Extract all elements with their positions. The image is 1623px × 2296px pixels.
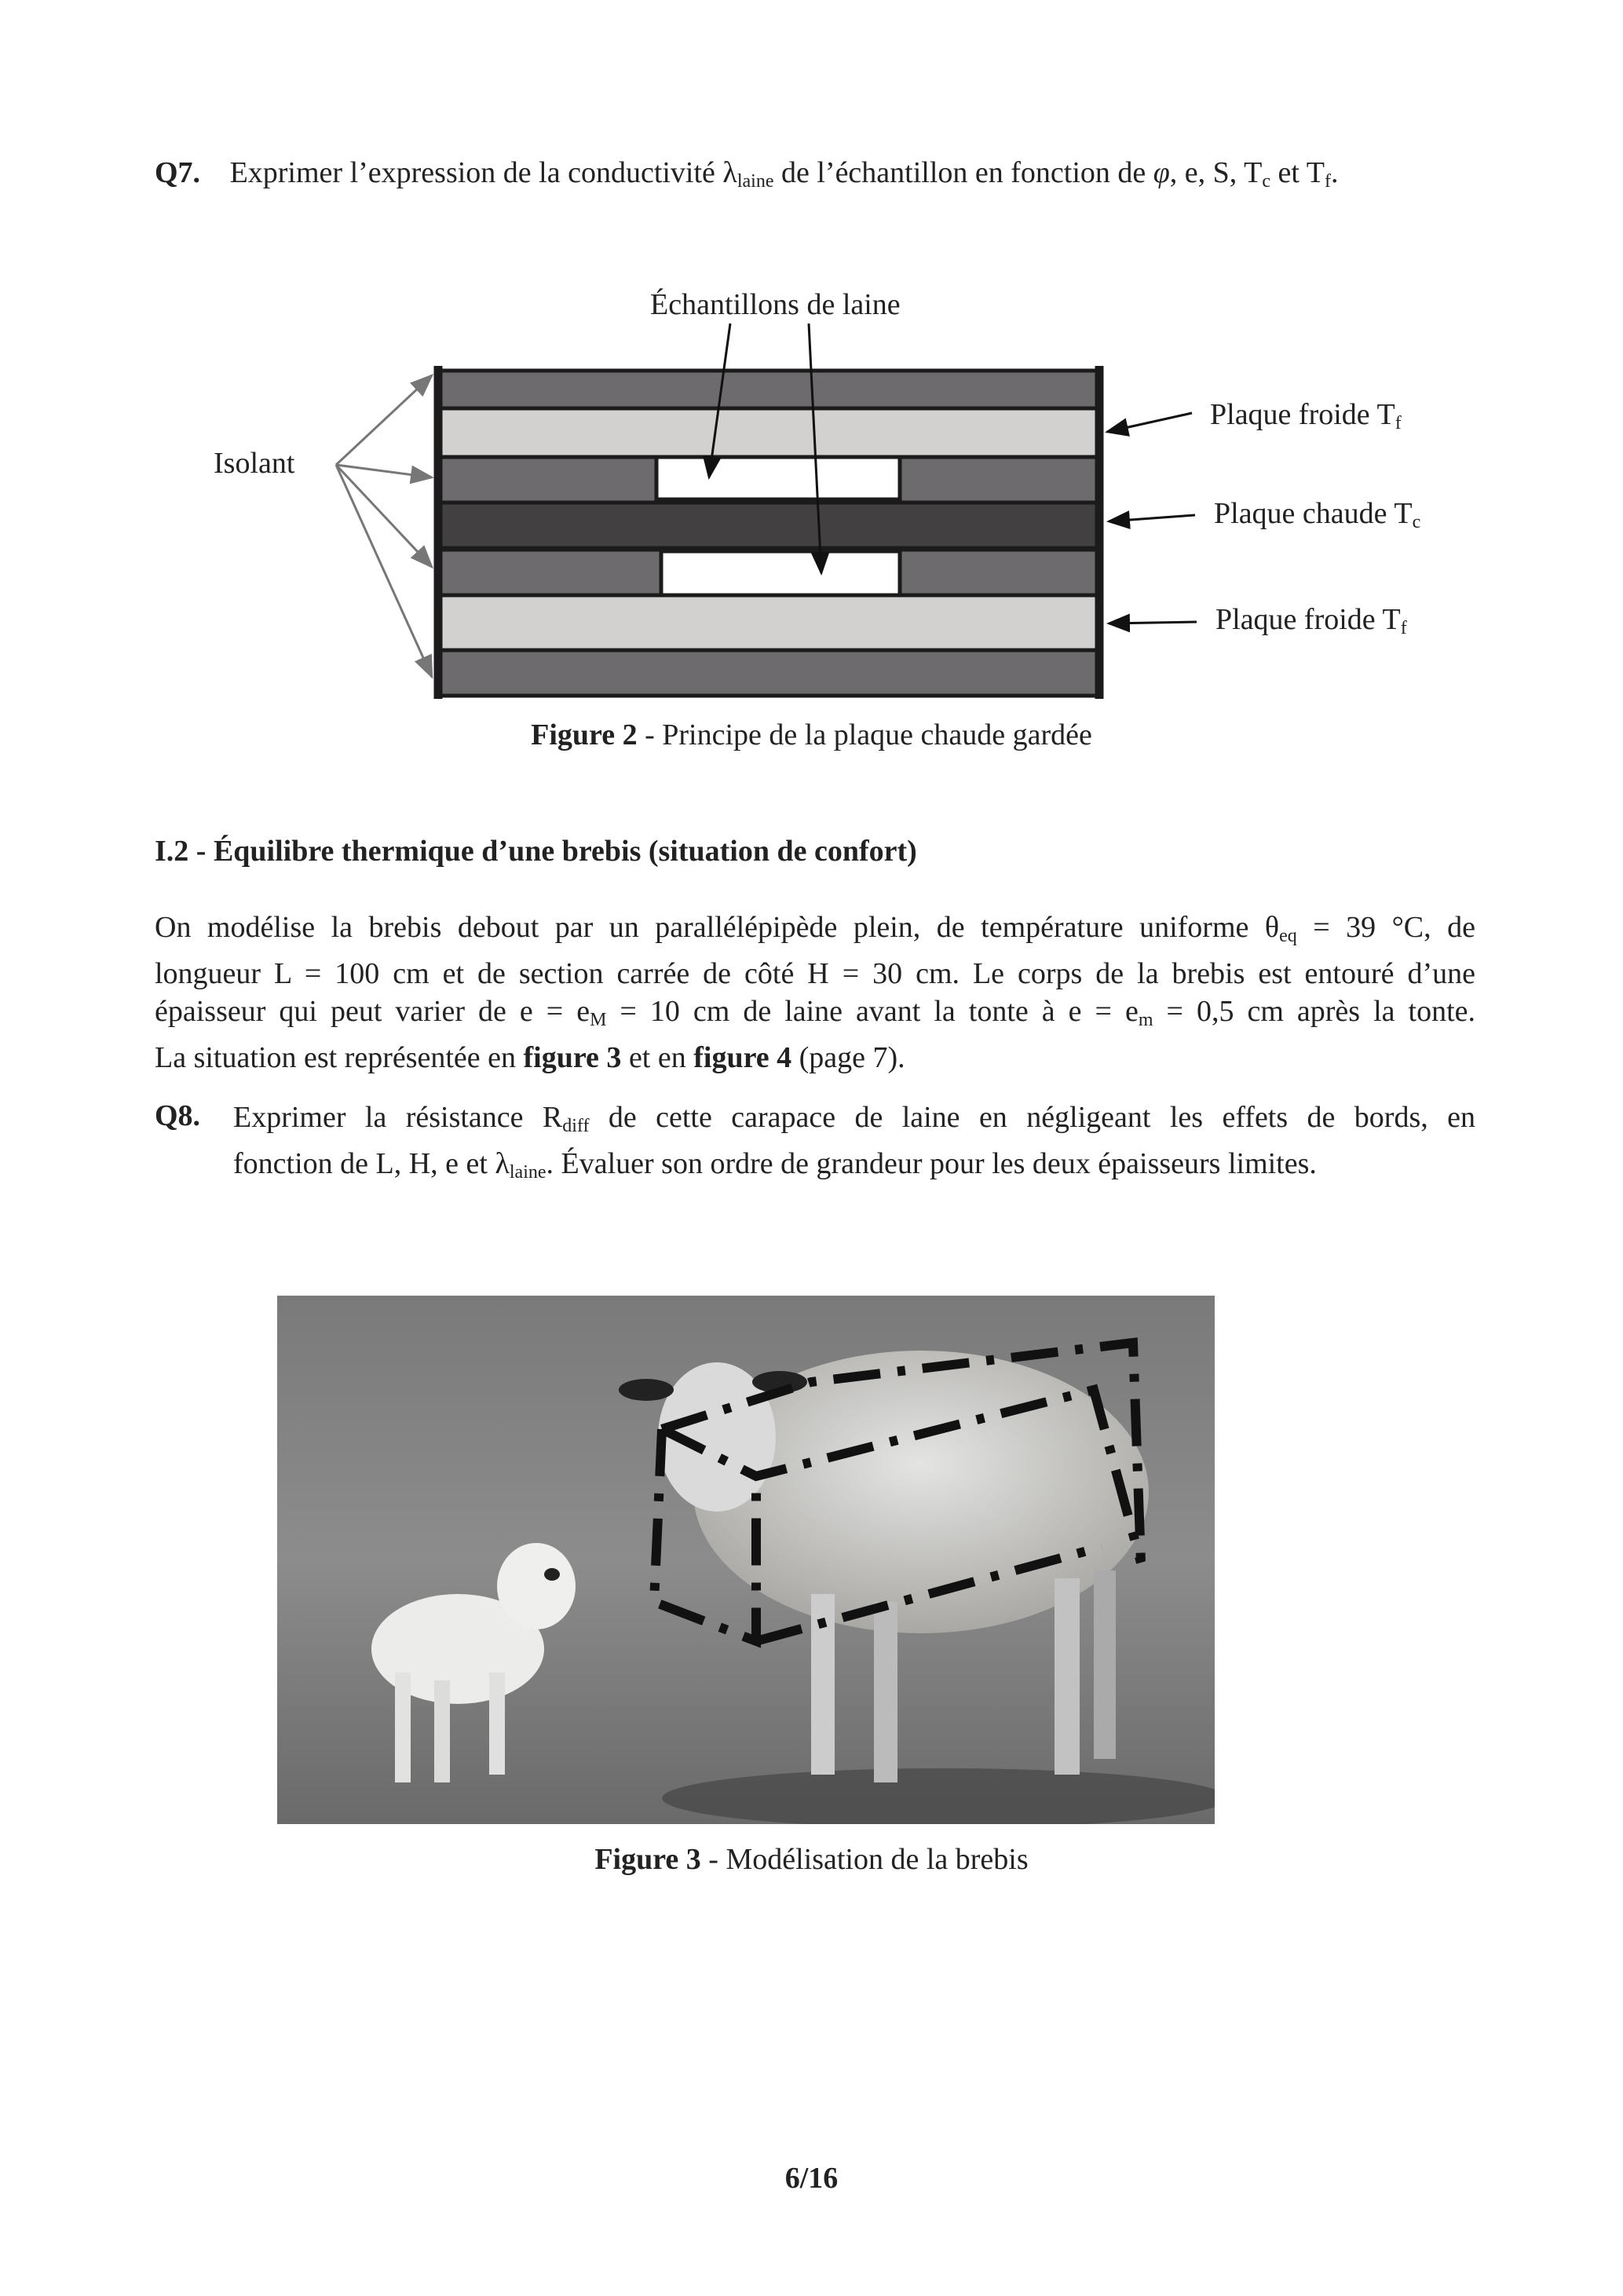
cold-plate-bottom — [440, 595, 1098, 650]
guarded-hot-plate-diagram — [0, 0, 1623, 754]
insulation-layer — [440, 371, 1098, 408]
sample-top — [656, 457, 900, 499]
sub: diff — [562, 1116, 590, 1136]
label-text: Plaque chaude T — [1214, 497, 1413, 530]
caption-label: Figure 2 — [531, 718, 638, 751]
question-number: Q7. — [155, 156, 201, 189]
text: fonction de L, H, e et λ — [233, 1147, 510, 1180]
caption-label: Figure 3 — [594, 1843, 701, 1876]
text: et en — [621, 1041, 694, 1074]
label-sub: f — [1400, 618, 1407, 638]
text: On modélise la brebis debout par un parallélépipède plein, de température uniforme θ — [155, 911, 1280, 944]
cold-plate-top — [440, 408, 1098, 457]
q7-sub: f — [1324, 171, 1331, 192]
label-sub: c — [1412, 512, 1421, 532]
q7-text: , e, S, T — [1169, 156, 1263, 189]
text: = 0,5 cm après la tonte. — [1153, 995, 1476, 1028]
q7-phi: φ — [1153, 156, 1170, 189]
sub: m — [1138, 1010, 1153, 1030]
sub: laine — [509, 1162, 546, 1183]
text: de cette carapace de laine en négligeant les effets de bords, en — [589, 1101, 1475, 1134]
caption-text: - Modélisation de la brebis — [700, 1843, 1029, 1876]
insulation-layer — [440, 650, 1098, 696]
figure-3-caption — [0, 1842, 1623, 1877]
label-sub: f — [1395, 413, 1402, 433]
q7-sub: c — [1262, 171, 1270, 192]
q7-text: . — [1330, 156, 1339, 189]
section-heading: I.2 - Équilibre thermique d’une brebis (situation de confort) — [155, 835, 917, 868]
sub: eq — [1279, 926, 1297, 946]
text: (page 7). — [791, 1041, 905, 1074]
text: = 39 °C, de — [1296, 911, 1475, 944]
q7-text: et T — [1270, 156, 1325, 189]
label-isolant: Isolant — [214, 447, 295, 480]
body-paragraph — [155, 909, 1475, 1077]
figure-ref: figure 3 — [523, 1041, 622, 1074]
sheep-photo — [277, 1296, 1215, 1824]
caption-text: - Principe de la plaque chaude gardée — [637, 718, 1092, 751]
text: . Évaluer son ordre de grandeur pour les deux épaisseurs limites. — [546, 1147, 1317, 1180]
text: La situation est représentée en — [155, 1041, 524, 1074]
label-samples: Échantillons de laine — [650, 288, 901, 321]
question-q8 — [233, 1099, 1475, 1191]
q7-text: Exprimer l’expression de la conductivité λ — [229, 156, 737, 189]
q7-sub: laine — [737, 171, 774, 192]
text: = 10 cm de laine avant la tonte à e = e — [606, 995, 1139, 1028]
text: épaisseur qui peut varier de e = e — [155, 995, 590, 1028]
sample-bottom — [661, 551, 900, 595]
label-text: Plaque froide T — [1210, 398, 1395, 431]
text: Exprimer la résistance R — [233, 1101, 563, 1134]
figure-2-caption — [0, 718, 1623, 752]
question-number: Q8. — [155, 1099, 201, 1132]
q7-text: de l’échantillon en fonction de — [773, 156, 1153, 189]
page-number: 6/16 — [784, 2162, 839, 2195]
sub: M — [590, 1010, 607, 1030]
hot-plate — [440, 503, 1098, 548]
text: longueur L = 100 cm et de section carrée de côté H = 30 cm. Le corps de la brebis est entouré d’une — [155, 957, 1475, 990]
figure-ref: figure 4 — [693, 1041, 792, 1074]
label-text: Plaque froide T — [1215, 603, 1401, 636]
